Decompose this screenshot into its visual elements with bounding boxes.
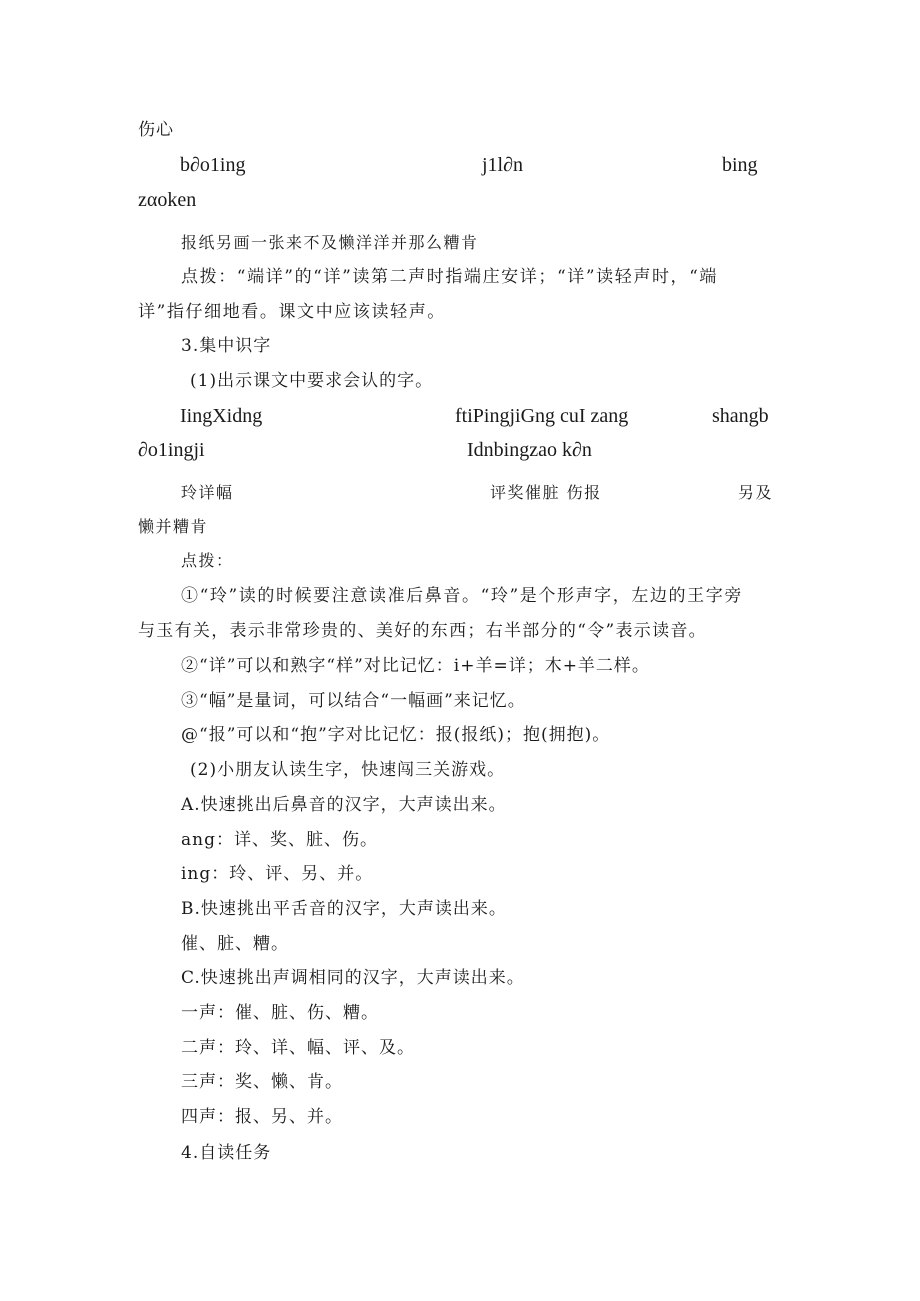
text-line: 点拨：“端详”的“详”读第二声时指端庄安详；“详”读轻声时，“端 xyxy=(181,267,719,287)
text-line: 报纸另画一张来不及懒洋洋并那么糟肯 xyxy=(181,233,479,252)
text-line: 二声：玲、详、幅、评、及。 xyxy=(181,1038,415,1058)
text-line: 点拨： xyxy=(181,551,234,570)
text-line: 伤心 xyxy=(138,120,174,140)
section-heading: 4.自读任务 xyxy=(181,1143,272,1163)
text-line: 懒并糟肯 xyxy=(138,517,209,536)
text-line: ang：详、奖、脏、伤。 xyxy=(181,830,378,850)
text-line: 与玉有关，表示非常珍贵的、美好的东西；右半部分的“令”表示读音。 xyxy=(138,621,707,641)
pinyin-line: zαoken xyxy=(138,189,197,211)
pinyin-line: ∂o1ingji xyxy=(138,439,205,461)
text-line: (2)小朋友认读生字，快速闯三关游戏。 xyxy=(190,760,506,780)
text-line: A.快速挑出后鼻音的汉字，大声读出来。 xyxy=(181,795,507,815)
text-line: 一声：催、脏、伤、糟。 xyxy=(181,1003,379,1023)
text-line: 玲详幅 xyxy=(181,483,234,502)
text-line: 四声：报、另、并。 xyxy=(181,1107,343,1127)
pinyin-line: Idnbingzao k∂n xyxy=(467,439,592,461)
section-heading: 3.集中识字 xyxy=(181,336,272,356)
pinyin-line: j1l∂n xyxy=(482,154,523,176)
text-line: (1)出示课文中要求会认的字。 xyxy=(190,371,434,391)
text-line: 详”指仔细地看。课文中应该读轻声。 xyxy=(138,302,446,322)
text-line: ①“玲”读的时候要注意读准后鼻音。“玲”是个形声字，左边的王字旁 xyxy=(181,586,743,606)
text-line: 三声：奖、懒、肯。 xyxy=(181,1072,343,1092)
text-line: 催、脏、糟。 xyxy=(181,934,289,954)
pinyin-line: IingXidng xyxy=(180,405,263,427)
pinyin-line: ftiPingjiGng cuI zang xyxy=(455,405,629,427)
text-line: ③“幅”是量词，可以结合“一幅画”来记忆。 xyxy=(181,691,526,711)
text-line: B.快速挑出平舌音的汉字，大声读出来。 xyxy=(181,899,507,919)
text-line: ing：玲、评、另、并。 xyxy=(181,864,374,884)
text-line: @“报”可以和“抱”字对比记忆：报(报纸)；抱(拥抱)。 xyxy=(181,725,611,745)
text-line: 评奖催脏 伤报 xyxy=(490,483,602,502)
text-line: ②“详”可以和熟字“样”对比记忆：i+羊=详；木+羊二样。 xyxy=(181,656,650,676)
text-line: 另及 xyxy=(738,483,774,502)
text-line: C.快速挑出声调相同的汉字，大声读出来。 xyxy=(181,968,525,988)
pinyin-line: bing xyxy=(722,154,758,176)
pinyin-line: shangb xyxy=(712,405,769,427)
pinyin-line: b∂o1ing xyxy=(180,154,246,176)
